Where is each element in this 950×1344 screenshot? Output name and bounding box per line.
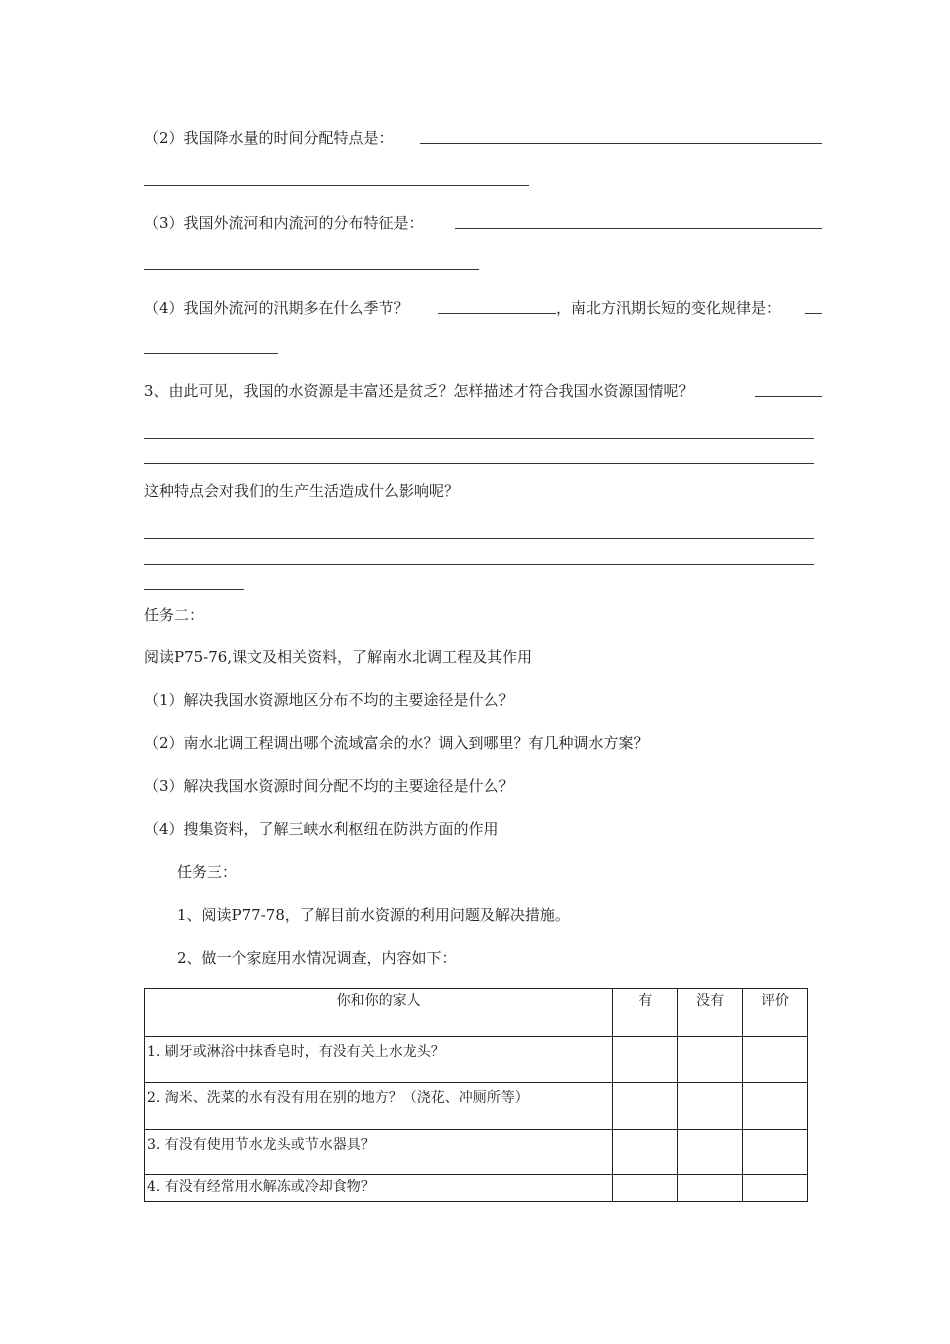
survey-question: 2. 淘米、洗菜的水有没有用在别的地方？（浇花、冲厕所等） <box>145 1083 613 1130</box>
answer-line[interactable] <box>805 313 822 314</box>
answer-line[interactable] <box>144 185 529 186</box>
question-4a: （4）我国外流河的汛期多在什么季节？ <box>144 299 409 317</box>
answer-line[interactable] <box>144 589 244 590</box>
no-cell[interactable] <box>678 1130 743 1175</box>
header-no: 没有 <box>678 989 743 1037</box>
question-2: （2）我国降水量的时间分配特点是： <box>144 129 394 147</box>
table-row <box>145 1130 808 1175</box>
task2-item: （1）解决我国水资源地区分布不均的主要途径是什么？ <box>144 691 514 709</box>
task2-title: 任务二： <box>144 606 205 624</box>
survey-question: 4. 有没有经常用水解冻或冷却食物？ <box>145 1175 613 1202</box>
answer-line[interactable] <box>455 228 822 229</box>
no-cell[interactable] <box>678 1175 743 1202</box>
question-3: （3）我国外流河和内流河的分布特征是： <box>144 214 424 232</box>
answer-line[interactable] <box>144 353 278 354</box>
yes-cell[interactable] <box>613 1130 678 1175</box>
evaluation-cell[interactable] <box>743 1175 808 1202</box>
question-4b: ，南北方汛期长短的变化规律是： <box>556 299 782 317</box>
answer-line[interactable] <box>144 438 814 439</box>
table-header-row <box>145 989 808 1037</box>
answer-line[interactable] <box>144 463 814 464</box>
task3-item-1: 1、阅读P77-78，了解目前水资源的利用问题及解决措施。 <box>177 906 570 924</box>
answer-line[interactable] <box>144 538 814 539</box>
answer-line[interactable] <box>144 269 479 270</box>
table-row <box>145 1175 808 1202</box>
yes-cell[interactable] <box>613 1175 678 1202</box>
task2-item: （3）解决我国水资源时间分配不均的主要途径是什么？ <box>144 777 514 795</box>
no-cell[interactable] <box>678 1037 743 1083</box>
evaluation-cell[interactable] <box>743 1037 808 1083</box>
evaluation-cell[interactable] <box>743 1130 808 1175</box>
table-row <box>145 1083 808 1130</box>
table-row <box>145 1037 808 1083</box>
answer-line[interactable] <box>755 396 822 397</box>
task2-intro: 阅读P75-76,课文及相关资料，了解南水北调工程及其作用 <box>144 648 533 666</box>
header-family: 你和你的家人 <box>145 989 613 1037</box>
survey-question: 3. 有没有使用节水龙头或节水器具？ <box>145 1130 613 1175</box>
question-water-resources: 3、由此可见，我国的水资源是丰富还是贫乏？怎样描述才符合我国水资源国情呢？ <box>144 382 694 400</box>
task2-item: （2）南水北调工程调出哪个流域富余的水？调入到哪里？有几种调水方案？ <box>144 734 649 752</box>
answer-line[interactable] <box>144 564 814 565</box>
header-yes: 有 <box>613 989 678 1037</box>
task3-item-2: 2、做一个家庭用水情况调查，内容如下： <box>177 949 457 967</box>
yes-cell[interactable] <box>613 1037 678 1083</box>
water-usage-survey-table <box>144 988 808 1202</box>
header-evaluation: 评价 <box>743 989 808 1037</box>
answer-line[interactable] <box>438 313 556 314</box>
evaluation-cell[interactable] <box>743 1083 808 1130</box>
question-impact: 这种特点会对我们的生产生活造成什么影响呢？ <box>144 482 460 500</box>
task3-title: 任务三： <box>177 863 238 881</box>
yes-cell[interactable] <box>613 1083 678 1130</box>
task2-item: （4）搜集资料，了解三峡水利枢纽在防洪方面的作用 <box>144 820 499 838</box>
no-cell[interactable] <box>678 1083 743 1130</box>
survey-question: 1. 刷牙或淋浴中抹香皂时，有没有关上水龙头？ <box>145 1037 613 1083</box>
answer-line[interactable] <box>420 143 822 144</box>
